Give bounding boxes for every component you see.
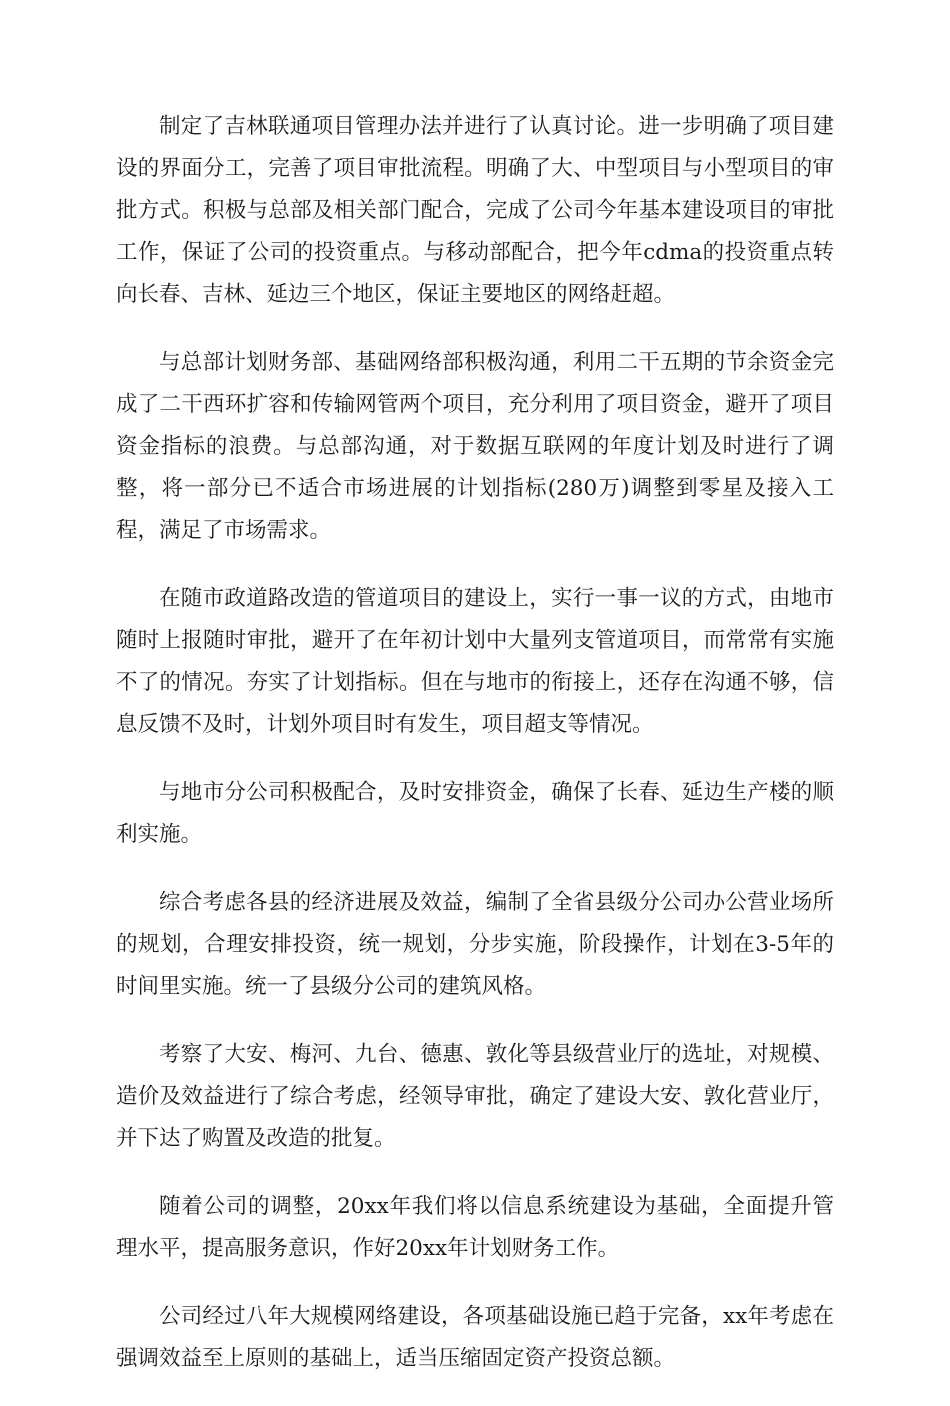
paragraph: 综合考虑各县的经济进展及效益，编制了全省县级分公司办公营业场所的规划，合理安排投资，统一规划，分步实施，阶段操作，计划在3-5年的时间里实施。统一了县级分公司的建筑风格。	[116, 890, 834, 999]
paragraph: 随着公司的调整，20xx年我们将以信息系统建设为基础，全面提升管理水平，提高服务意识，作好20xx年计划财务工作。	[116, 1194, 834, 1261]
paragraph: 与总部计划财务部、基础网络部积极沟通，利用二干五期的节余资金完成了二干西环扩容和传输网管两个项目，充分利用了项目资金，避开了项目资金指标的浪费。与总部沟通，对于数据互联网的年度计划及时进行了调整，将一部分已不适合市场进展的计划指标(280万)调整到零星及接入工程，满足了市场需求。	[116, 350, 834, 543]
paragraph: 在随市政道路改造的管道项目的建设上，实行一事一议的方式，由地市随时上报随时审批，避开了在年初计划中大量列支管道项目，而常常有实施不了的情况。夯实了计划指标。但在与地市的衔接上，还存在沟通不够，信息反馈不及时，计划外项目时有发生，项目超支等情况。	[116, 586, 834, 737]
paragraph: 考察了大安、梅河、九台、德惠、敦化等县级营业厅的选址，对规模、造价及效益进行了综合考虑，经领导审批，确定了建设大安、敦化营业厅，并下达了购置及改造的批复。	[116, 1042, 834, 1151]
paragraph: 公司经过八年大规模网络建设，各项基础设施已趋于完备，xx年考虑在强调效益至上原则的基础上，适当压缩固定资产投资总额。	[116, 1304, 834, 1371]
paragraph: 制定了吉林联通项目管理办法并进行了认真讨论。进一步明确了项目建设的界面分工，完善了项目审批流程。明确了大、中型项目与小型项目的审批方式。积极与总部及相关部门配合，完成了公司今年基本建设项目的审批工作，保证了公司的投资重点。与移动部配合，把今年cdma的投资重点转向长春、吉林、延边三个地区，保证主要地区的网络赶超。	[116, 114, 834, 307]
paragraph: 与地市分公司积极配合，及时安排资金，确保了长春、延边生产楼的顺利实施。	[116, 780, 834, 847]
document-body	[116, 106, 834, 1406]
